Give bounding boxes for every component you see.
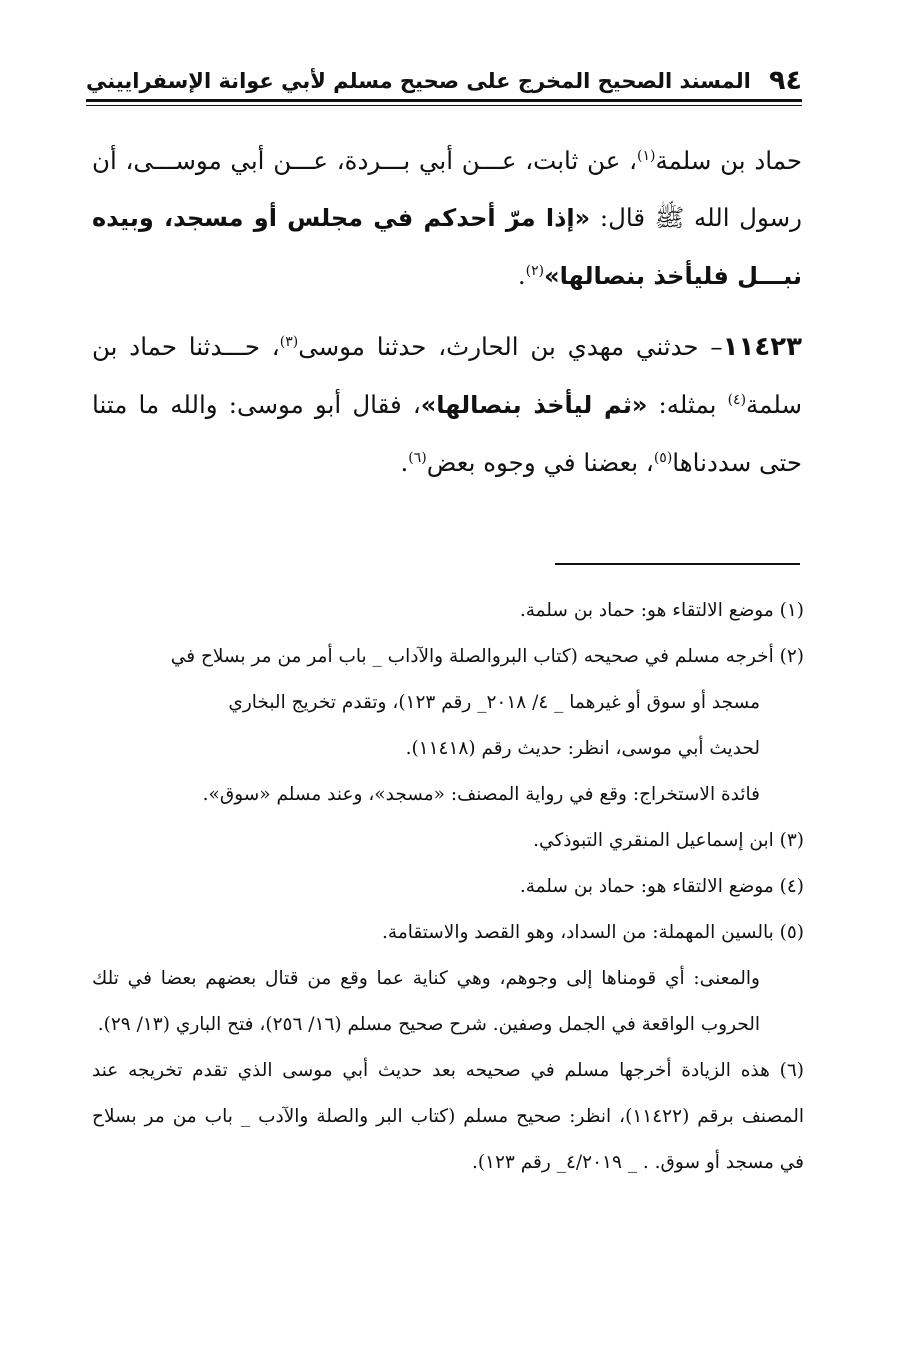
footnote-2-line-1: (٢) أخرجه مسلم في صحيحه (كتاب البروالصلة والآداب _ باب أمر من مر بسلاح في: [170, 646, 804, 667]
text-run: – حدثني مهدي بن الحارث، حدثنا موسى: [298, 332, 723, 361]
footnote-5-line-1: (٥) بالسين المهملة: من السداد، وهو القصد والاستقامة.: [382, 922, 804, 943]
text-run: بمثله:: [647, 390, 728, 419]
paragraph-1: [92, 132, 802, 305]
page-number: ٩٤: [769, 65, 802, 96]
footnote-2-line-2: مسجد أو سوق أو غيرهما _ ٤/ ٢٠١٨_ رقم ١٢٣)، وتقدم تخريج البخاري: [228, 692, 760, 713]
text-run: ، حـــدثنا حماد بن سلمة: [92, 332, 802, 419]
text-run: ، فقال أبو موسى: والله ما متنا حتى سددناها: [92, 390, 802, 477]
footnote-4: (٤) موضع الالتقاء هو: حماد بن سلمة.: [519, 876, 804, 897]
footnote-ref: (٣): [279, 333, 299, 350]
footnote-ref: (٥): [653, 449, 673, 466]
footnote-separator: [555, 563, 800, 565]
footnote-ref: (١): [636, 147, 656, 164]
running-title: المسند الصحيح المخرج على صحيح مسلم لأبي عوانة الإسفراييني: [86, 69, 751, 93]
footnote-6: (٦) هذه الزيادة أخرجها مسلم في صحيحه بعد حديث أبي موسى الذي تقدم تخريجه عند المصنف برقم (١١٤٢٢)، انظر: صحيح مسلم (كتاب البر والصلة والآدب _ باب من مر بسلاح في مسجد أو سوق. . _ ٤/٢٠١٩_ رقم ١٢٣).: [92, 1060, 804, 1173]
footnote-1: (١) موضع الالتقاء هو: حماد بن سلمة.: [519, 600, 804, 621]
header-rule-thin: [86, 105, 802, 106]
text-run: حماد بن سلمة: [655, 146, 802, 175]
page-header: [86, 58, 802, 98]
footnote-5-continuation: والمعنى: أي قومناها إلى وجوهم، وهي كناية عما وقع من قتال بعضهم بعضا في تلك الحروب الواقعة في الجمل وصفين. شرح صحيح مسلم (١٦/ ٢٥٦)، فتح الباري (١٣/ ٢٩).: [92, 968, 760, 1035]
paragraph-2: [92, 318, 802, 491]
hadith-quote: «إذا مرّ أحدكم في مجلس أو مسجد، وبيده نبـــل فليأخذ بنصالها»: [92, 204, 802, 290]
footnote-2-line-3: لحديث أبي موسى، انظر: حديث رقم (١١٤١٨).: [405, 738, 760, 759]
footnote-ref: (٦): [408, 449, 427, 466]
text-run: ، بعضنا في وجوه بعض: [426, 448, 654, 477]
header-rule: [86, 99, 802, 102]
text-run: ، عن ثابت، عـــن أبي بـــردة، عـــن أبي موســـى، أن رسول الله ﷺ قال:: [92, 146, 802, 232]
text-run: .: [400, 448, 409, 477]
footnote-3: (٣) ابن إسماعيل المنقري التبوذكي.: [533, 830, 804, 851]
text-run: .: [517, 261, 526, 290]
hadith-quote: «ثم ليأخذ بنصالها»: [420, 391, 648, 419]
footnote-ref: (٤): [727, 391, 747, 408]
main-text: [92, 132, 802, 491]
footnotes: [92, 588, 804, 1186]
hadith-number: ١١٤٢٣: [722, 332, 802, 362]
footnote-ref: (٢): [525, 262, 545, 279]
footnote-2-line-4: فائدة الاستخراج: وقع في رواية المصنف: «مسجد»، وعند مسلم «سوق».: [202, 784, 760, 805]
